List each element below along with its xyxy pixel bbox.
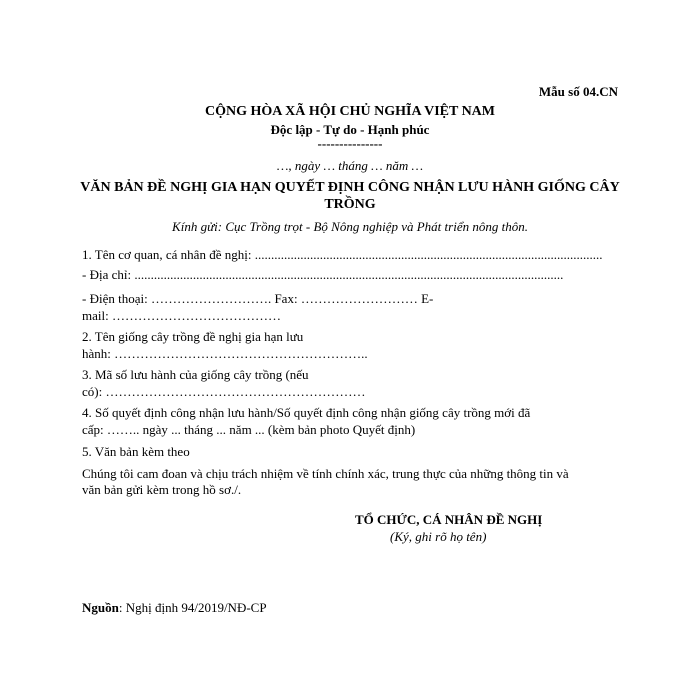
- field-circulation-code-value: có): ……………………………………………………: [82, 384, 366, 399]
- country-name: CỘNG HÒA XÃ HỘI CHỦ NGHĨA VIỆT NAM: [204, 104, 495, 119]
- commitment-line2: văn bản gửi kèm trong hồ sơ./.: [82, 482, 242, 497]
- field-circulation-code-label: 3. Mã số lưu hành của giống cây trồng (nếu: [82, 367, 309, 382]
- field-variety-name-value: hành: …………………………………………………..: [82, 346, 368, 361]
- field-attachments: 5. Văn bản kèm theo: [82, 444, 190, 459]
- date-line: …, ngày … tháng … năm …: [276, 158, 424, 173]
- field-address: - Địa chỉ: ....................................................................................................................................: [82, 267, 564, 282]
- commitment-line1: Chúng tôi cam đoan và chịu trách nhiệm về tính chính xác, trung thực của những thông tin và: [82, 466, 569, 481]
- source-label: Nguồn: [82, 600, 119, 615]
- motto: Độc lập - Tự do - Hạnh phúc: [270, 122, 430, 137]
- field-decision-number-value: cấp: …….. ngày ... tháng ... năm ... (kèm bản photo Quyết định): [82, 422, 416, 437]
- field-phone-fax: - Điện thoại: ………………………. Fax: ……………………… E-: [82, 291, 434, 306]
- source-text: : Nghị định 94/2019/NĐ-CP: [118, 600, 267, 615]
- field-email: mail: …………………………………: [82, 308, 281, 323]
- source-line: [82, 600, 267, 616]
- signature-note: (Ký, ghi rõ họ tên): [390, 529, 487, 544]
- field-decision-number-label: 4. Số quyết định công nhận lưu hành/Số quyết định công nhận giống cây trồng mới đã: [82, 405, 531, 420]
- signature-title: TỔ CHỨC, CÁ NHÂN ĐỀ NGHỊ: [355, 512, 543, 527]
- form-code: Mẫu số 04.CN: [538, 84, 618, 99]
- field-variety-name-label: 2. Tên giống cây trồng đề nghị gia hạn lưu: [82, 329, 304, 344]
- field-applicant-name: 1. Tên cơ quan, cá nhân đề nghị: ...........................................................................................................: [82, 247, 603, 262]
- document-title-line1: VĂN BẢN ĐỀ NGHỊ GIA HẠN QUYẾT ĐỊNH CÔNG NHẬN LƯU HÀNH GIỐNG CÂY: [80, 180, 620, 195]
- header-divider: ---------------: [317, 136, 383, 151]
- recipient-line: Kính gửi: Cục Trồng trọt - Bộ Nông nghiệp và Phát triển nông thôn.: [172, 219, 528, 234]
- document-title-line2: TRỒNG: [324, 197, 376, 212]
